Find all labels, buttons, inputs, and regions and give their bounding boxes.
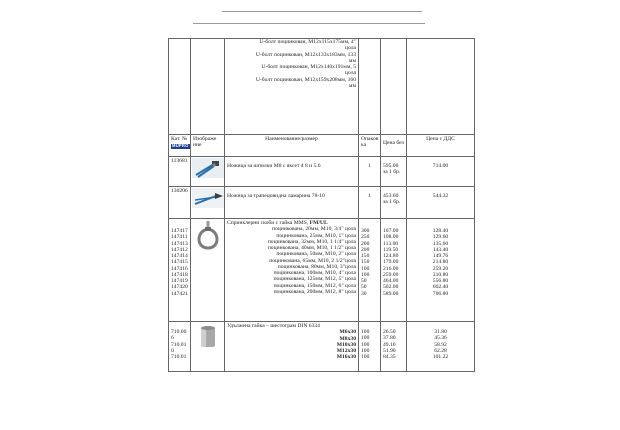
desc-line: мм xyxy=(348,57,356,64)
list-item: M16x30 xyxy=(336,354,356,361)
list-item: поцинкована, 200мм, M12, 8" цола xyxy=(273,288,356,295)
list-item: 51.90 xyxy=(383,347,396,354)
coupling-nut-icon xyxy=(192,324,224,350)
list-item: 602.40 xyxy=(432,284,449,291)
list-item: 84.35 xyxy=(383,354,396,360)
pipe-hanger-icon xyxy=(192,221,224,251)
list-item: 147413 xyxy=(171,240,188,247)
desc-line: U-болт поцинкован, M12x159x208мм, 160 xyxy=(255,76,356,83)
list-item: 179.00 xyxy=(383,259,399,266)
list-item: 710.01 xyxy=(171,354,187,360)
list-item: 37.80 xyxy=(383,335,396,342)
list-item: 149.76 xyxy=(432,253,449,259)
list-item: поцинкована, 150мм, M12, 6" цола xyxy=(273,282,356,289)
list-item: M10x30 xyxy=(336,341,356,348)
list-item: 107.00 xyxy=(383,228,399,234)
list-item: 50 xyxy=(361,278,367,284)
list-item: 108.00 xyxy=(383,234,399,241)
desc-line: мм xyxy=(348,82,356,89)
product-image xyxy=(191,157,225,187)
list-item: 100 xyxy=(361,335,370,342)
list-item: 147411 xyxy=(171,234,188,241)
list-item: 129.60 xyxy=(432,234,449,241)
list-item: 214.80 xyxy=(432,259,449,266)
header-rule-top xyxy=(222,11,422,12)
list-item: 589.00 xyxy=(383,290,399,297)
list-item: 556.80 xyxy=(432,278,449,284)
list-item: 101.22 xyxy=(432,354,449,360)
price-vat: 544.32 xyxy=(407,187,475,219)
price xyxy=(381,187,407,219)
header-name: Наименование/размер xyxy=(225,135,359,157)
desc-line: цола xyxy=(345,70,356,77)
list-item: 147414 xyxy=(171,253,188,259)
list-item: 310.80 xyxy=(432,271,449,278)
continuation-cat-cell xyxy=(169,39,191,135)
continuation-pack-cell xyxy=(359,39,381,135)
list-item: 113.00 xyxy=(383,240,399,247)
price-unit: за 1 бр. xyxy=(383,169,401,176)
list-item: 124.80 xyxy=(383,253,399,259)
table-row xyxy=(169,219,475,322)
sprinkler-title: Спринклерни скоби с гайка MMS, xyxy=(227,220,309,226)
list-item: 6 xyxy=(171,335,174,342)
product-name xyxy=(225,322,359,372)
product-image xyxy=(191,187,225,219)
list-item: M12x30 xyxy=(336,348,356,354)
sprinkler-title-cert: FM/UL xyxy=(309,220,328,226)
cat-numbers xyxy=(169,219,191,322)
header-vat: Цена с ДДС xyxy=(407,135,475,157)
table-row xyxy=(169,187,475,219)
product-image xyxy=(191,322,225,372)
pack-qty xyxy=(359,219,381,322)
product-image xyxy=(191,219,225,322)
list-item: 31.80 xyxy=(434,329,447,335)
list-item: 259.00 xyxy=(383,271,399,278)
list-item: 150 xyxy=(361,259,370,266)
list-item: 26.50 xyxy=(383,329,396,335)
price-vat xyxy=(407,322,475,372)
nut-title: Удължена гайка – шестограм DIN 6334 xyxy=(227,323,320,329)
header-cat xyxy=(169,135,191,157)
list-item: поцинкована, 65мм, M10, 2 1/2"цола xyxy=(269,257,356,264)
list-item: 62.28 xyxy=(434,347,447,354)
list-item: 502.00 xyxy=(383,284,399,291)
continuation-description xyxy=(225,39,359,135)
desc-line: U-болт поцинкован, M12x115x175мм, 4" xyxy=(259,39,356,45)
list-item: 0 xyxy=(171,347,174,354)
price xyxy=(381,322,407,372)
price-vat: 714.00 xyxy=(407,157,475,187)
list-item: 135.60 xyxy=(432,240,449,247)
list-item: 100 xyxy=(361,354,370,360)
desc-line: цола xyxy=(345,45,356,52)
list-item: 147419 xyxy=(171,278,188,284)
list-item: 216.00 xyxy=(383,265,399,272)
cat-number: 113681 xyxy=(169,157,191,187)
list-item: 100 xyxy=(361,341,370,348)
product-name: Ножица за шпилки M8 с яксет 4 8 и 5.6 xyxy=(225,157,359,187)
header-rule-bottom xyxy=(193,23,425,24)
continuation-vat-cell xyxy=(407,39,475,135)
list-item: 147417 xyxy=(171,228,188,234)
list-item: поцинкована, 25мм, M10, 1" цола xyxy=(276,232,356,239)
table-header-row xyxy=(169,135,475,157)
pack-qty xyxy=(359,322,381,372)
list-item: 464.00 xyxy=(383,278,399,284)
shears-icon xyxy=(192,188,224,208)
price-table xyxy=(168,38,475,372)
header-price: Цена без xyxy=(381,135,407,157)
continuation-price-cell xyxy=(381,39,407,135)
list-item: 147412 xyxy=(171,246,188,253)
list-item: 147416 xyxy=(171,265,188,272)
price-unit: за 1 бр. xyxy=(383,199,401,206)
table-row xyxy=(169,322,475,372)
continuation-image-cell xyxy=(191,39,225,135)
table-row xyxy=(169,157,475,187)
list-item: 100 xyxy=(361,271,370,278)
list-item: 250 xyxy=(361,234,370,241)
cat-numbers xyxy=(169,322,191,372)
product-name xyxy=(225,219,359,322)
list-item: 30 xyxy=(361,290,367,297)
price-vat xyxy=(407,219,475,322)
list-item: 147415 xyxy=(171,259,188,266)
list-item: поцинкована, 32мм, M10, 1 1/4" цола xyxy=(267,238,356,245)
list-item: 50 xyxy=(361,284,367,291)
list-item: 710.00 xyxy=(171,329,187,335)
desc-line: U-болт поцинкован, M12x133x183мм, 133 xyxy=(255,51,356,58)
list-item: поцинкована, 50мм, M10, 2" цола xyxy=(276,251,356,258)
header-pack: Опаков ка xyxy=(359,135,381,157)
price-value: 595.00 xyxy=(383,163,399,169)
list-item: 128.40 xyxy=(432,228,449,234)
list-item: 58.92 xyxy=(434,341,447,348)
header-cat-label: Кат. № xyxy=(171,136,188,142)
list-item: 100 xyxy=(361,265,370,272)
price xyxy=(381,219,407,322)
list-item: 147420 xyxy=(171,284,188,291)
product-name: Ножица за трапецовидна ламарина 78-10 xyxy=(225,187,359,219)
pack-qty: 1 xyxy=(359,187,381,219)
list-item: поцинкована, 125мм, M12, 5" цола xyxy=(273,276,356,283)
pack-qty: 1 xyxy=(359,157,381,187)
list-item: 147418 xyxy=(171,271,188,278)
list-item: поцинкована, 20мм, M10, 3/4" цола xyxy=(272,226,356,233)
list-item: 119.50 xyxy=(383,246,399,253)
list-item: поцинкована, 100мм, M10, 4" цола xyxy=(273,270,356,276)
list-item: 49.10 xyxy=(383,341,396,348)
list-item: 100 xyxy=(361,347,370,354)
price xyxy=(381,157,407,187)
pliers-icon xyxy=(192,158,224,178)
list-item: 200 xyxy=(361,246,370,253)
list-item: 45.36 xyxy=(434,335,447,342)
list-item: M8x30 xyxy=(339,335,356,342)
desc-line: U-болт поцинкован, M12x140x191мм, 5 xyxy=(261,64,356,70)
continuation-row xyxy=(169,39,475,135)
list-item: M6x30 xyxy=(339,329,356,336)
list-item: 710.01 xyxy=(171,341,187,348)
header-image: Изображе ние xyxy=(191,135,225,157)
list-item: 147421 xyxy=(171,290,188,297)
list-item: 706.80 xyxy=(432,290,449,297)
cat-number: 130206 xyxy=(169,187,191,219)
list-item: 259.20 xyxy=(432,265,449,272)
mupro-logo: MUPRO xyxy=(172,143,189,149)
list-item: 143.40 xyxy=(432,246,449,253)
list-item: 300 xyxy=(361,228,370,234)
list-item: 200 xyxy=(361,240,370,247)
price-value: 453.60 xyxy=(383,193,399,199)
list-item: 150 xyxy=(361,253,370,259)
list-item: поцинкована, 80мм, M10, 3"цола xyxy=(277,263,356,270)
list-item: 100 xyxy=(361,329,370,335)
list-item: поцинкована, 40мм, M10, 1 1/2" цола xyxy=(267,245,356,251)
